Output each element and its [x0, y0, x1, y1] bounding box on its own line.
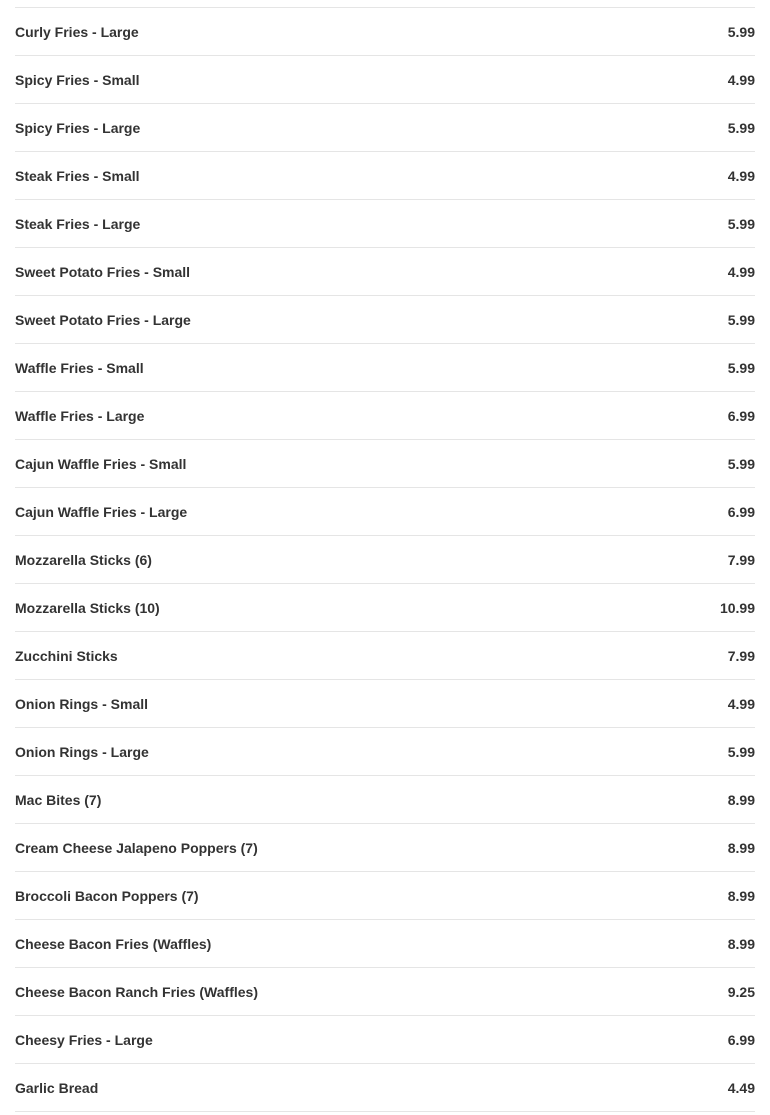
- menu-item[interactable]: [15, 152, 755, 200]
- menu-item-price: 5.99: [727, 215, 755, 232]
- menu-item[interactable]: [15, 824, 755, 872]
- menu-item-name: Cheesy Fries - Large: [15, 1031, 153, 1048]
- menu-item[interactable]: [15, 776, 755, 824]
- menu-item-price: 9.25: [727, 983, 755, 1000]
- menu-item[interactable]: [15, 440, 755, 488]
- menu-item-price: 5.99: [727, 119, 755, 136]
- menu-item-name: Waffle Fries - Large: [15, 407, 145, 424]
- menu-item-price: 7.99: [727, 551, 755, 568]
- menu-item-price: 6.99: [727, 503, 755, 520]
- menu-item[interactable]: [15, 1064, 755, 1112]
- menu-item-price: 4.99: [727, 263, 755, 280]
- menu-item[interactable]: [15, 104, 755, 152]
- menu-item-price: 4.49: [727, 1079, 755, 1096]
- menu-item-price: 8.99: [727, 935, 755, 952]
- menu-item[interactable]: [15, 1016, 755, 1064]
- menu-item-name: Cheese Bacon Fries (Waffles): [15, 935, 212, 952]
- menu-item-price: 5.99: [727, 359, 755, 376]
- menu-item[interactable]: [15, 344, 755, 392]
- menu-item-name: Steak Fries - Small: [15, 167, 140, 184]
- menu-item[interactable]: [15, 296, 755, 344]
- menu-item-name: Cream Cheese Jalapeno Poppers (7): [15, 839, 258, 856]
- menu-item-price: 4.99: [727, 695, 755, 712]
- menu-item-price: 6.99: [727, 1031, 755, 1048]
- menu-item[interactable]: [15, 728, 755, 776]
- menu-item[interactable]: [15, 584, 755, 632]
- menu-item[interactable]: [15, 488, 755, 536]
- menu-item-price: 5.99: [727, 23, 755, 40]
- menu-item-name: Onion Rings - Large: [15, 743, 149, 760]
- menu-item-list: [15, 0, 755, 1112]
- menu-item-name: Cajun Waffle Fries - Large: [15, 503, 188, 520]
- menu-item-name: Cajun Waffle Fries - Small: [15, 455, 187, 472]
- menu-item-price: 5.99: [727, 743, 755, 760]
- menu-item-name: Mac Bites (7): [15, 791, 102, 808]
- menu-item[interactable]: [15, 248, 755, 296]
- menu-item-price: 8.99: [727, 791, 755, 808]
- menu-item-price: 6.99: [727, 407, 755, 424]
- menu-item-price: 8.99: [727, 839, 755, 856]
- menu-item-name: Sweet Potato Fries - Large: [15, 311, 191, 328]
- menu-item-name: Cheese Bacon Ranch Fries (Waffles): [15, 983, 258, 1000]
- menu-item-price: 5.99: [727, 455, 755, 472]
- menu-item[interactable]: [15, 56, 755, 104]
- menu-item-name: Onion Rings - Small: [15, 695, 149, 712]
- menu-item-name: Broccoli Bacon Poppers (7): [15, 887, 199, 904]
- menu-item-price: 4.99: [727, 167, 755, 184]
- menu-item[interactable]: [15, 968, 755, 1016]
- menu-item-price: 8.99: [727, 887, 755, 904]
- menu-item-name: Zucchini Sticks: [15, 647, 118, 664]
- menu-item-name: Curly Fries - Large: [15, 23, 139, 40]
- menu-item[interactable]: [15, 200, 755, 248]
- menu-item[interactable]: [15, 8, 755, 56]
- menu-item-name: Garlic Bread: [15, 1079, 99, 1096]
- menu-item-price: 7.99: [727, 647, 755, 664]
- menu-item-price: 10.99: [719, 599, 755, 616]
- menu-item-name: Mozzarella Sticks (10): [15, 599, 160, 616]
- menu-item-price: 4.99: [727, 71, 755, 88]
- menu-item[interactable]: [15, 392, 755, 440]
- menu-item-name: Sweet Potato Fries - Small: [15, 263, 191, 280]
- menu-item-name: Steak Fries - Large: [15, 215, 141, 232]
- menu-item[interactable]: [15, 536, 755, 584]
- menu-item[interactable]: [15, 680, 755, 728]
- menu-item-name: Spicy Fries - Large: [15, 119, 141, 136]
- menu-item[interactable]: [15, 632, 755, 680]
- menu-item-price: 5.99: [727, 311, 755, 328]
- menu-item-name: Mozzarella Sticks (6): [15, 551, 152, 568]
- menu-item[interactable]: [15, 872, 755, 920]
- menu-item[interactable]: [15, 920, 755, 968]
- menu-item-name: Spicy Fries - Small: [15, 71, 140, 88]
- menu-item-name: Waffle Fries - Small: [15, 359, 144, 376]
